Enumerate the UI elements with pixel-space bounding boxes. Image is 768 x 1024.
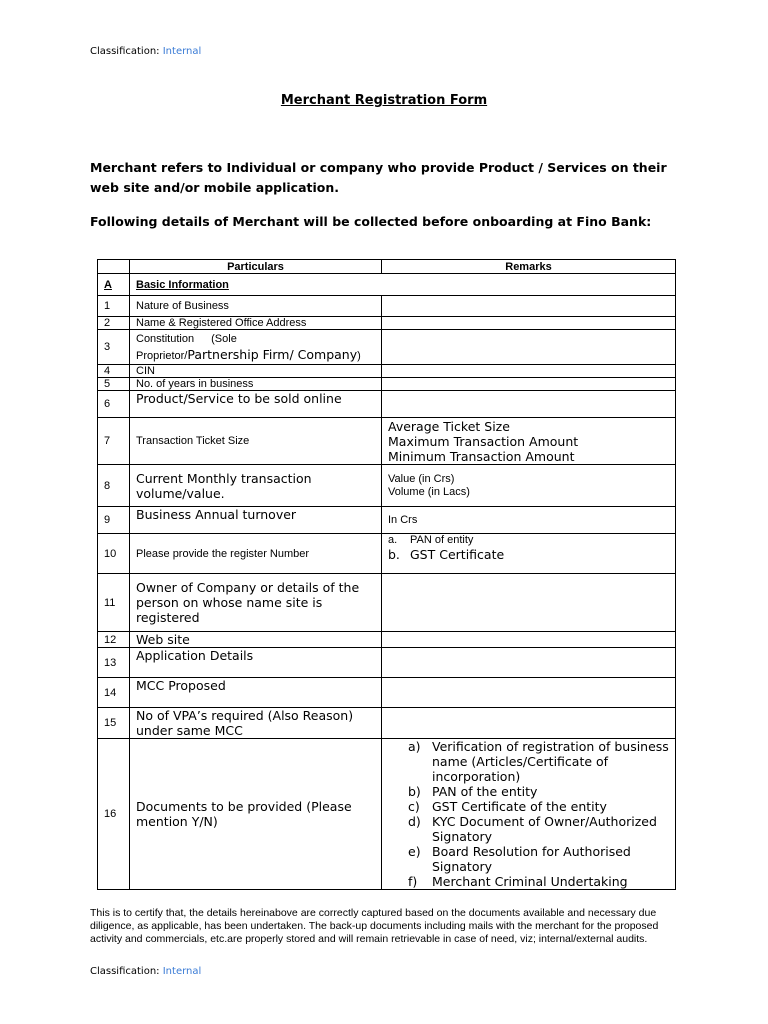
table-row (98, 378, 676, 391)
certification-statement: This is to certify that, the details hereinabove are correctly captured based on the documents available and necessary due diligence, as applicable, has been undertaken. The back-up documents including mails with the merchant for the proposed activity and commercials, etc.are properly stored and will remain retrievable in case of need, viz; internal/external audits. (90, 907, 659, 945)
row-remarks[interactable] (382, 574, 676, 632)
row-num: 6 (98, 391, 130, 418)
classification-label: Classification: (90, 46, 160, 57)
header-num (98, 260, 130, 274)
row-remarks[interactable] (382, 330, 676, 365)
row-particular: No of VPA’s required (Also Reason) under same MCC (130, 708, 382, 739)
remark-pan-entity: a. PAN of entity (388, 534, 474, 546)
row-num: 15 (98, 708, 130, 739)
table-row (98, 365, 676, 378)
row-remarks[interactable] (382, 534, 676, 574)
list-item: a) Verification of registration of business name (Articles/Certificate of incorporation) (408, 739, 669, 784)
row-remarks[interactable] (382, 465, 676, 507)
classification-value: Internal (162, 46, 202, 57)
list-item: b) PAN of the entity (408, 784, 538, 799)
table-row (98, 739, 676, 890)
table-row (98, 632, 676, 648)
row-num: 8 (98, 465, 130, 507)
row-particular-part-c: ) (357, 350, 361, 362)
row-num: 3 (98, 330, 130, 365)
documents-list (388, 739, 669, 889)
table-row (98, 574, 676, 632)
row-num: 12 (98, 632, 130, 648)
list-item: d) KYC Document of Owner/Authorized Signatory (408, 814, 657, 844)
table-row (98, 678, 676, 708)
row-particular-part-a: Constitution (Sole Proprietor/ (136, 333, 237, 362)
row-remarks[interactable] (382, 365, 676, 378)
table-row (98, 465, 676, 507)
list-item: c) GST Certificate of the entity (408, 799, 607, 814)
row-particular: Application Details (130, 648, 382, 678)
row-particular: Name & Registered Office Address (130, 317, 382, 330)
section-row (98, 274, 676, 296)
classification-footer (90, 966, 201, 977)
table-row (98, 317, 676, 330)
row-particular: CIN (130, 365, 382, 378)
table-header-row (98, 260, 676, 274)
row-particular: Documents to be provided (Please mention Y/N) (130, 739, 382, 890)
row-particular: Current Monthly transaction volume/value. (130, 465, 382, 507)
section-label: A (98, 274, 130, 296)
list-item: e) Board Resolution for Authorised Signatory (408, 844, 631, 874)
row-remarks[interactable] (382, 739, 676, 890)
row-remarks[interactable] (382, 632, 676, 648)
row-num: 9 (98, 507, 130, 534)
table-row (98, 296, 676, 317)
table-row (98, 708, 676, 739)
row-remarks[interactable] (382, 378, 676, 391)
section-title: Basic Information (130, 274, 676, 296)
merchant-form-table (97, 259, 676, 890)
row-particular: No. of years in business (130, 378, 382, 391)
row-particular: Business Annual turnover (130, 507, 382, 534)
row-num: 14 (98, 678, 130, 708)
row-remarks[interactable] (382, 708, 676, 739)
row-remarks[interactable] (382, 648, 676, 678)
row-num: 1 (98, 296, 130, 317)
remark-value: Value (in Crs) (388, 472, 455, 485)
intro-paragraph-merchant: Merchant refers to Individual or company who provide Product / Services on their web site and/or mobile application. (90, 160, 667, 195)
row-remarks[interactable]: In Crs (382, 507, 676, 534)
table-row (98, 507, 676, 534)
row-remarks[interactable] (382, 317, 676, 330)
remark-average-ticket-size: Average Ticket Size (388, 418, 510, 434)
row-num: 5 (98, 378, 130, 391)
row-num: 11 (98, 574, 130, 632)
row-num: 10 (98, 534, 130, 574)
row-num: 4 (98, 365, 130, 378)
row-num: 13 (98, 648, 130, 678)
table-row (98, 418, 676, 465)
row-particular: Nature of Business (130, 296, 382, 317)
remark-minimum-transaction-amount: Minimum Transaction Amount (388, 448, 575, 464)
page-title: Merchant Registration Form (280, 93, 488, 108)
classification-value: Internal (162, 966, 202, 977)
row-remarks[interactable] (382, 418, 676, 465)
row-particular: Web site (130, 632, 382, 648)
table-row (98, 648, 676, 678)
classification-label: Classification: (90, 966, 160, 977)
row-particular: Transaction Ticket Size (130, 418, 382, 465)
classification-header (90, 46, 201, 57)
row-remarks[interactable] (382, 678, 676, 708)
remark-maximum-transaction-amount: Maximum Transaction Amount (388, 433, 579, 449)
row-particular (130, 330, 382, 365)
header-particulars: Particulars (130, 260, 382, 274)
row-particular-part-b: Partnership Firm/ Company (187, 347, 358, 362)
row-particular: MCC Proposed (130, 678, 382, 708)
table-row (98, 534, 676, 574)
row-particular: Product/Service to be sold online (130, 391, 382, 418)
remark-gst-certificate: b. GST Certificate (388, 547, 505, 562)
intro-paragraph-details: Following details of Merchant will be collected before onboarding at Fino Bank: (90, 214, 652, 229)
row-num: 16 (98, 739, 130, 890)
list-item: f) Merchant Criminal Undertaking (408, 874, 628, 889)
table-row (98, 391, 676, 418)
table-row (98, 330, 676, 365)
row-num: 2 (98, 317, 130, 330)
row-num: 7 (98, 418, 130, 465)
row-remarks[interactable] (382, 391, 676, 418)
row-particular: Please provide the register Number (130, 534, 382, 574)
row-remarks[interactable] (382, 296, 676, 317)
row-particular: Owner of Company or details of the person on whose name site is registered (130, 574, 382, 632)
remark-volume: Volume (in Lacs) (388, 485, 470, 498)
header-remarks: Remarks (382, 260, 676, 274)
